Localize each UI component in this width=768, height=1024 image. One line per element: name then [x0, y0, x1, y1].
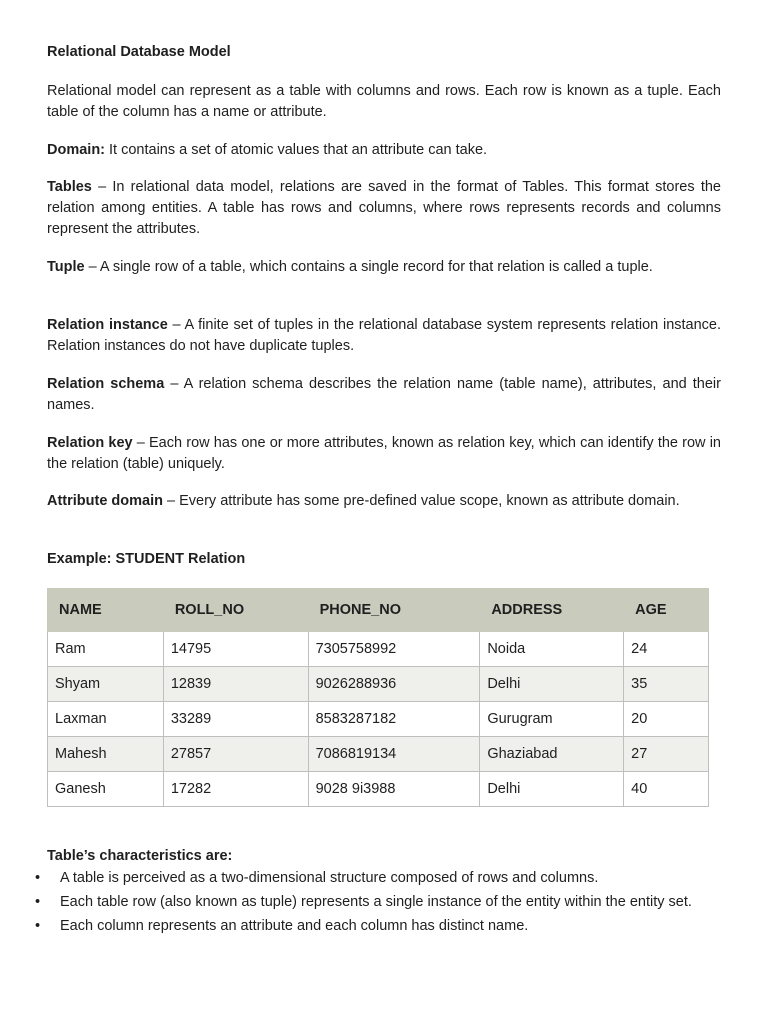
table-cell: Mahesh [48, 737, 164, 772]
table-cell: Ram [48, 632, 164, 667]
definition-domain [47, 140, 721, 161]
characteristics-title: Table’s characteristics are: [47, 848, 233, 864]
table-cell: 9026288936 [308, 667, 480, 702]
bullet-icon: • [35, 894, 41, 910]
definition-term: Domain: [47, 142, 105, 158]
student-table [47, 588, 709, 807]
definition-relation-instance [47, 315, 721, 357]
bullet-icon: • [35, 918, 41, 934]
table-cell: 24 [624, 632, 709, 667]
characteristics-list [0, 868, 721, 940]
definition-term: Relation instance [47, 317, 168, 333]
table-cell: 17282 [163, 772, 308, 807]
definition-term: Relation schema [47, 376, 165, 392]
list-item-text: Each column represents an attribute and each column has distinct name. [60, 918, 529, 934]
table-cell: Noida [480, 632, 624, 667]
table-row [48, 702, 709, 737]
definition-term: Tuple [47, 259, 85, 275]
column-header-name: NAME [48, 589, 164, 632]
table-cell: Gurugram [480, 702, 624, 737]
definition-term: Tables [47, 179, 92, 195]
column-header-age: AGE [624, 589, 709, 632]
table-cell: 9028 9i3988 [308, 772, 480, 807]
table-cell: Laxman [48, 702, 164, 737]
table-cell: 35 [624, 667, 709, 702]
table-cell: 12839 [163, 667, 308, 702]
table-row [48, 737, 709, 772]
column-header-phone-no: PHONE_NO [308, 589, 480, 632]
column-header-address: ADDRESS [480, 589, 624, 632]
definition-term: Relation key [47, 435, 133, 451]
definition-text: – A single row of a table, which contains a single record for that relation is called a tuple. [84, 259, 653, 275]
definition-relation-key [47, 433, 721, 475]
table-row [48, 772, 709, 807]
document-title: Relational Database Model [47, 44, 231, 60]
list-item [0, 916, 721, 937]
table-row [48, 667, 709, 702]
example-title: Example: STUDENT Relation [47, 551, 246, 567]
table-cell: 27857 [163, 737, 308, 772]
table-cell: 7086819134 [308, 737, 480, 772]
definition-text: It contains a set of atomic values that an attribute can take. [105, 142, 488, 158]
table-cell: Ganesh [48, 772, 164, 807]
table-cell: 8583287182 [308, 702, 480, 737]
definition-text: – A relation schema describes the relation name (table name), attributes, and their names. [47, 376, 721, 413]
table-cell: 7305758992 [308, 632, 480, 667]
table-cell: Delhi [480, 772, 624, 807]
definition-text: – Every attribute has some pre-defined value scope, known as attribute domain. [163, 493, 680, 509]
list-item [0, 868, 721, 889]
table-cell: 40 [624, 772, 709, 807]
definition-term: Attribute domain [47, 493, 163, 509]
table-cell: Shyam [48, 667, 164, 702]
definition-tables [47, 177, 721, 240]
definition-text: – Each row has one or more attributes, known as relation key, which can identify the row in the relation (table) uniquely. [47, 435, 721, 472]
column-header-roll-no: ROLL_NO [163, 589, 308, 632]
table-row [48, 632, 709, 667]
table-header-row [48, 589, 709, 632]
list-item-text: A table is perceived as a two-dimensional structure composed of rows and columns. [60, 870, 599, 886]
table-cell: 20 [624, 702, 709, 737]
intro-paragraph: Relational model can represent as a table with columns and rows. Each row is known as a tuple. Each table of the column has a name or attribute. [47, 83, 721, 120]
table-cell: 27 [624, 737, 709, 772]
bullet-icon: • [35, 870, 41, 886]
definition-tuple [47, 257, 721, 278]
table-cell: Ghaziabad [480, 737, 624, 772]
definition-attribute-domain [47, 491, 721, 512]
table-cell: 33289 [163, 702, 308, 737]
list-item [0, 892, 721, 913]
definition-relation-schema [47, 374, 721, 416]
list-item-text: Each table row (also known as tuple) represents a single instance of the entity within the entity set. [60, 894, 692, 910]
table-cell: 14795 [163, 632, 308, 667]
definition-text: – In relational data model, relations are saved in the format of Tables. This format stores the relation among entities. A table has rows and columns, where rows represents records and columns represent the attributes. [47, 179, 721, 237]
table-cell: Delhi [480, 667, 624, 702]
definition-text: – A finite set of tuples in the relational database system represents relation instance. Relation instances do not have duplicate tuples. [47, 317, 722, 354]
